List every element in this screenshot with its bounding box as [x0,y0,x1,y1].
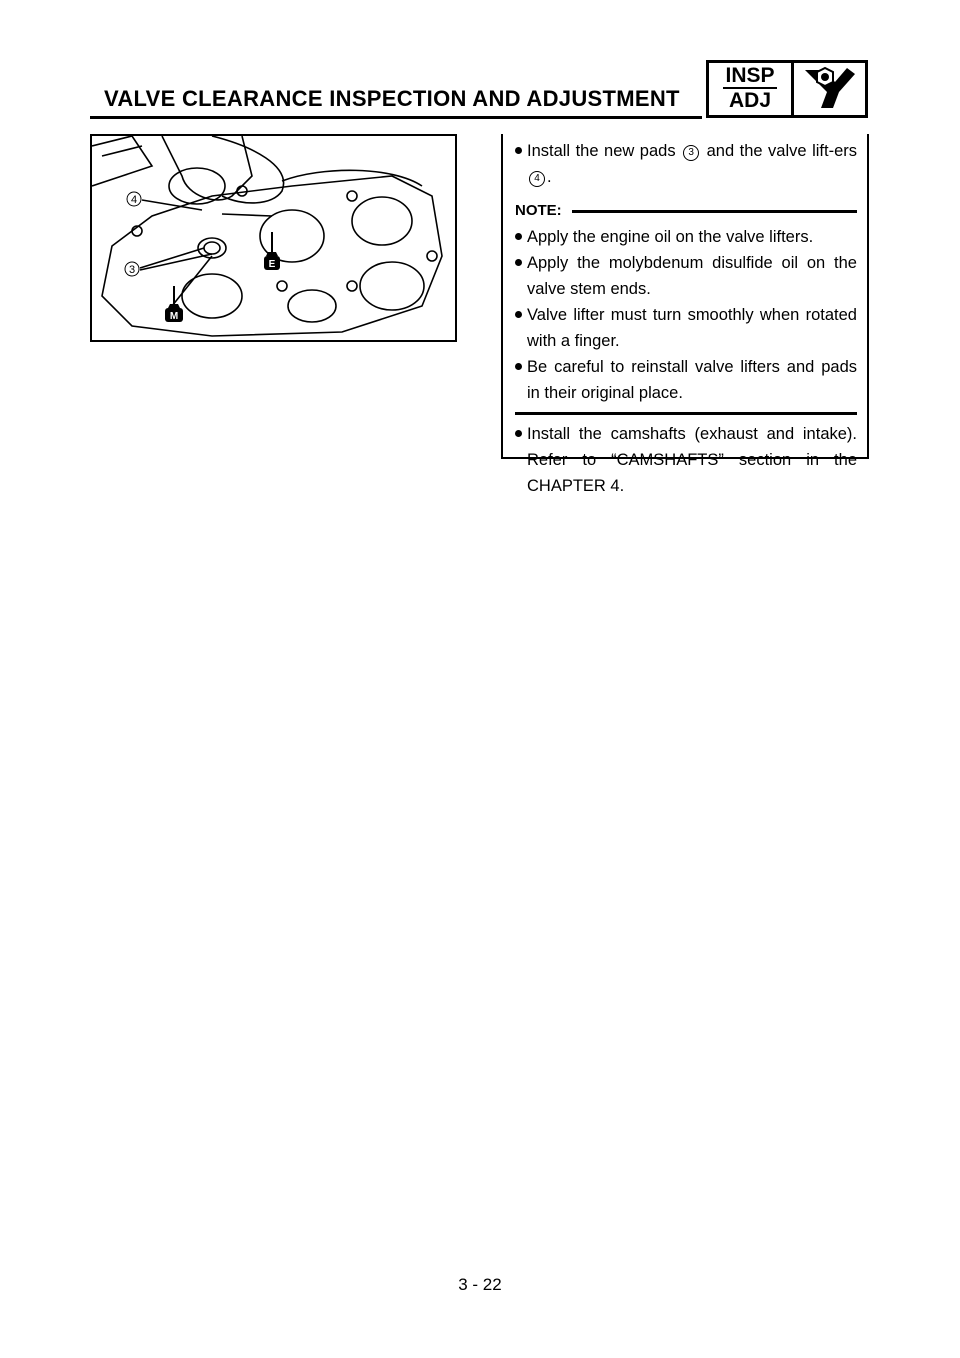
ref-3: 3 [683,145,699,161]
note-rule [572,210,857,213]
callout-3: 3 [128,264,136,276]
page-number: 3 - 22 [458,1275,502,1294]
badge-insp: INSP [725,64,775,87]
note-item: Valve lifter must turn smoothly when rotated with a finger. [515,302,857,354]
section-badge [706,60,868,118]
note-end-rule [515,412,857,415]
note-label: NOTE: [515,202,562,219]
wrench-nut-icon [794,63,865,115]
note-item: Be careful to reinstall valve lifters and pads in their original place. [515,354,857,406]
badge-text [709,63,794,115]
note-header [515,198,857,224]
ref-4: 4 [529,171,545,187]
step1-text-b: and the valve lift-ers [706,142,857,160]
step1-end: . [547,168,552,186]
instruction-box [501,134,869,495]
header-rule [90,116,702,119]
note-item: Apply the molybdenum disulfide oil on the valve stem ends. [515,250,857,302]
valve-lifter-illustration [90,134,457,342]
page-title: VALVE CLEARANCE INSPECTION AND ADJUSTMENT [104,86,680,111]
symbol-m: M [169,311,179,322]
note-item: Apply the engine oil on the valve lifters. [515,224,857,250]
callout-4: 4 [130,194,138,206]
step1-text-a: Install the new pads [527,142,676,160]
badge-adj: ADJ [728,89,771,112]
step-install-camshafts: Install the camshafts (exhaust and intake). Refer to “CAMSHAFTS” section in the CHAPTER 4. [515,421,857,499]
symbol-e: E [268,259,276,270]
step-install-pads [515,138,857,190]
